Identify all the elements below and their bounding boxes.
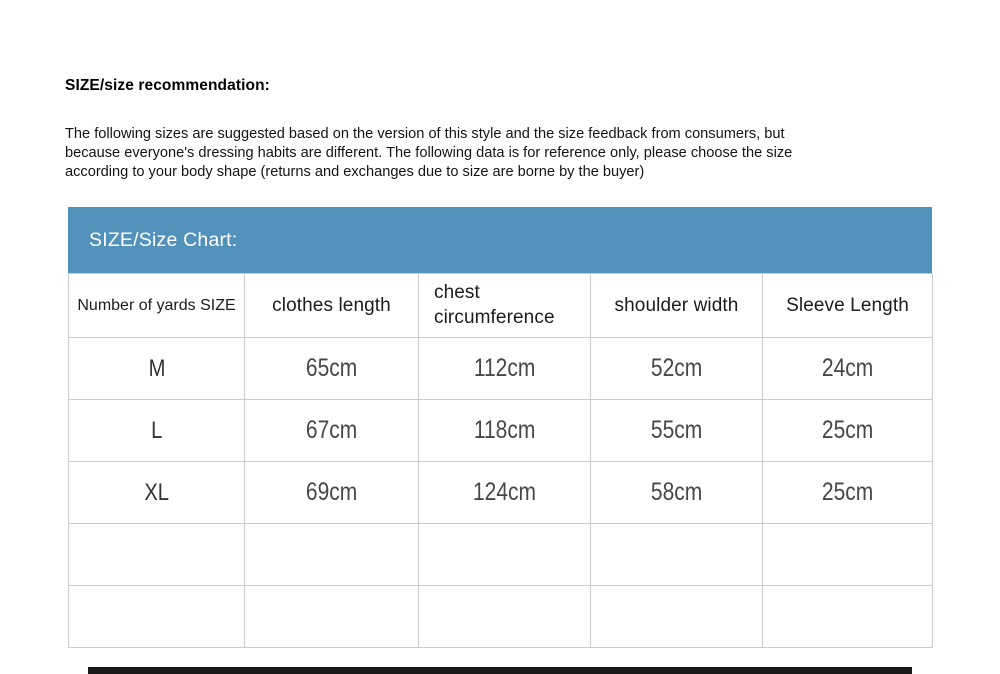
size-value: M (148, 354, 165, 382)
shoulder-value: 52cm (650, 354, 703, 382)
clothes-length-cell (245, 462, 419, 524)
size-cell (69, 400, 245, 462)
chest-value: 124cm (472, 478, 537, 506)
shoulder-cell (591, 400, 763, 462)
chest-cell (419, 524, 591, 586)
note-line-1: The following sizes are suggested based on the version of this style and the size feedback from consumers, but (65, 126, 785, 142)
shoulder-cell (591, 338, 763, 400)
table-row-m (69, 338, 933, 400)
next-image-edge-strip (88, 667, 912, 674)
size-value: XL (144, 478, 169, 506)
size-cell (69, 338, 245, 400)
sleeve-cell (763, 524, 933, 586)
column-header-shoulder-width: shoulder width (591, 274, 763, 338)
note-line-2: because everyone's dressing habits are different. The following data is for reference only, please choose the size (65, 145, 793, 162)
clothes-length-cell (245, 400, 419, 462)
clothes-length-value: 67cm (305, 416, 358, 444)
shoulder-value: 55cm (650, 416, 703, 444)
size-chart-banner (68, 207, 932, 273)
sleeve-cell (763, 462, 933, 524)
table-row-empty (69, 524, 933, 586)
size-chart-table (68, 273, 933, 648)
clothes-length-value: 65cm (305, 354, 358, 382)
clothes-length-cell (245, 586, 419, 648)
size-note-paragraph (65, 125, 935, 183)
clothes-length-cell (245, 338, 419, 400)
table-row-xl (69, 462, 933, 524)
table-row-empty (69, 586, 933, 648)
column-header-sleeve-length: Sleeve Length (763, 274, 933, 338)
size-cell (69, 586, 245, 648)
sleeve-value: 25cm (821, 416, 874, 444)
sleeve-value: 25cm (821, 478, 874, 506)
clothes-length-value: 69cm (305, 478, 358, 506)
shoulder-cell (591, 586, 763, 648)
table-header-row (69, 274, 933, 338)
chest-value: 112cm (473, 354, 536, 382)
size-cell (69, 462, 245, 524)
column-header-clothes-length: clothes length (245, 274, 419, 338)
column-header-size: Number of yards SIZE (69, 274, 245, 338)
sleeve-cell (763, 400, 933, 462)
size-cell (69, 524, 245, 586)
table-row-l (69, 400, 933, 462)
chest-cell (419, 462, 591, 524)
chest-cell (419, 586, 591, 648)
size-chart-section (68, 207, 932, 648)
sleeve-cell (763, 338, 933, 400)
chest-cell (419, 400, 591, 462)
clothes-length-cell (245, 524, 419, 586)
shoulder-value: 58cm (650, 478, 703, 506)
shoulder-cell (591, 524, 763, 586)
sleeve-cell (763, 586, 933, 648)
size-chart-banner-title: SIZE/Size Chart: (89, 228, 238, 251)
chest-cell (419, 338, 591, 400)
note-line-3: according to your body shape (returns and exchanges due to size are borne by the buyer) (65, 164, 645, 181)
shoulder-cell (591, 462, 763, 524)
chest-value: 118cm (473, 416, 536, 444)
size-value: L (150, 416, 163, 444)
size-recommendation-heading: SIZE/size recommendation: (65, 77, 270, 94)
column-header-chest-circumference: chest circumference (419, 274, 591, 338)
sleeve-value: 24cm (821, 354, 874, 382)
